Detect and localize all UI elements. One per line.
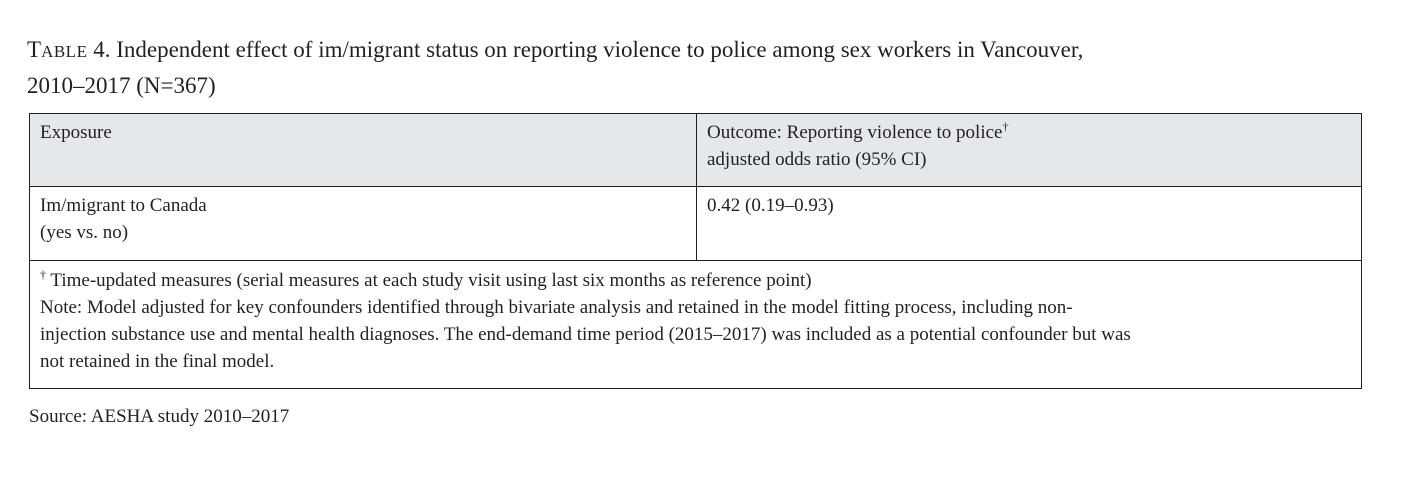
header-outcome-text: Outcome: Reporting violence to police xyxy=(707,122,1003,143)
header-outcome-dagger: † xyxy=(1002,119,1009,134)
caption-label-number: 4. xyxy=(93,37,111,62)
note-line-3: not retained in the final model. xyxy=(40,351,275,372)
table-header-row xyxy=(30,114,1361,187)
results-table xyxy=(29,113,1362,389)
exposure-line-2: (yes vs. no) xyxy=(40,222,129,243)
note-line-2: injection substance use and mental health diagnoses. The end-demand time period (2015–2017) was included as a potential confounder but was xyxy=(40,324,1131,345)
odds-ratio-cell xyxy=(697,187,1361,260)
caption-label-rest: ABLE xyxy=(41,42,88,61)
header-exposure-cell xyxy=(30,114,697,186)
table-notes xyxy=(30,261,1361,388)
header-outcome-line-1 xyxy=(707,119,1351,146)
caption-title-line-2: 2010–2017 (N=367) xyxy=(27,73,216,98)
table-caption xyxy=(27,33,1387,103)
header-exposure: Exposure xyxy=(40,122,112,143)
table-row xyxy=(30,187,1361,261)
footnote-line xyxy=(40,267,1351,294)
caption-line-1 xyxy=(27,37,1083,62)
odds-ratio-value: 0.42 (0.19–0.93) xyxy=(707,195,834,216)
footnote-text: Time-updated measures (serial measures at each study visit using last six months as reference point) xyxy=(46,270,812,291)
caption-title-line-1: Independent effect of im/migrant status on reporting violence to police among sex workers in Vancouver, xyxy=(116,37,1084,62)
source-note: Source: AESHA study 2010–2017 xyxy=(29,406,290,427)
footnote-dagger: † xyxy=(40,267,46,282)
caption-label-initial: T xyxy=(27,37,42,62)
header-outcome-cell xyxy=(697,114,1361,186)
exposure-cell xyxy=(30,187,697,260)
exposure-line-1: Im/migrant to Canada xyxy=(40,195,207,216)
header-outcome-line-2: adjusted odds ratio (95% CI) xyxy=(707,149,927,170)
note-line-1: Note: Model adjusted for key confounders identified through bivariate analysis and retained in the model fitting process, including non- xyxy=(40,297,1073,318)
